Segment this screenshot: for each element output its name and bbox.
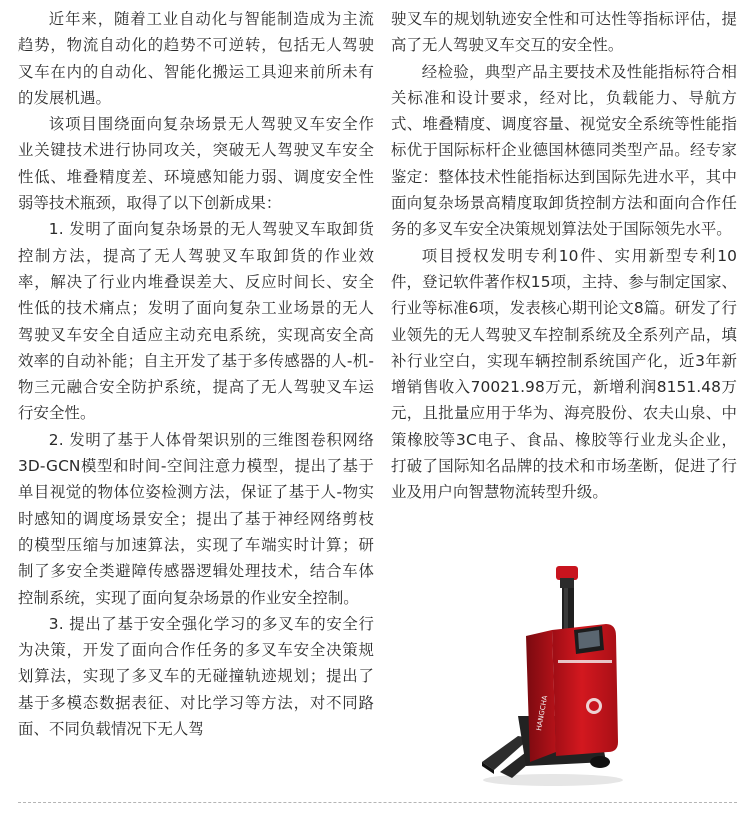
forklift-photo <box>478 566 624 788</box>
project-overview-paragraph: 该项目围绕面向复杂场景无人驾驶叉车安全作业关键技术进行协同攻关，突破无人驾驶叉车安全性低、堆叠精度差、环境感知能力弱、调度安全性弱等技术瓶颈，取得了以下创新成果： <box>18 115 374 213</box>
autonomous-forklift-illustration <box>478 566 624 788</box>
intro-paragraph: 近年来，随着工业自动化与智能制造成为主流趋势，物流自动化的趋势不可逆转，包括无人驾驶叉车在内的自动化、智能化搬运工具迎来前所未有的发展机遇。 <box>18 10 374 107</box>
achievement-3-continued: 驶叉车的规划轨迹安全性和可达性等指标评估，提高了无人驾驶叉车交互的安全性。 <box>391 10 737 55</box>
achievement-1-paragraph: 1. 发明了面向复杂场景的无人驾驶叉车取卸货控制方法，提高了无人驾驶叉车取卸货的作业效率，解决了行业内堆叠误差大、反应时间长、安全性低的技术痛点；发明了面向复杂工业场景的无人驾驶叉车安全自适应主动充电系统，实现高安全高效率的自动补能；自主开发了基于多传感器的人-机-物三元融合安全防护系统，提高了无人驾驶叉车运行安全性。 <box>18 220 374 423</box>
article-left-column <box>18 6 374 742</box>
brand-lettering: HANGCHA <box>535 694 550 732</box>
outcomes-paragraph: 项目授权发明专利10件、实用新型专利10件，登记软件著作权15项，主持、参与制定国家、行业等标准6项，发表核心期刊论文8篇。研发了行业领先的无人驾驶叉车控制系统及全系列产品，填补行业空白，实现车辆控制系统国产化，近3年新增销售收入70021.98万元，新增利润8151.48万元，且批量应用于华为、海亮股份、农夫山泉、中策橡胶等3C电子、食品、橡胶等行业龙头企业，打破了国际知名品牌的技术和市场垄断，促进了行业及用户向智慧物流转型升级。 <box>391 246 737 502</box>
evaluation-paragraph: 经检验，典型产品主要技术及性能指标符合相关标准和设计要求，经对比，负载能力、导航方式、堆叠精度、调度容量、视觉安全系统等性能指标优于国际标杆企业德国林德同类型产品。经专家鉴定：整体技术性能指标达到国际先进水平，其中面向复杂场景高精度取卸货控制方法和面向合作任务的多叉车安全决策规划算法处于国际领先水平。 <box>391 62 737 239</box>
article-right-column <box>391 6 737 506</box>
page-bottom-divider <box>18 802 737 803</box>
achievement-2-paragraph: 2. 发明了基于人体骨架识别的三维图卷积网络3D-GCN模型和时间-空间注意力模型，提出了基于单目视觉的物体位姿检测方法，保证了基于人-物实时感知的调度场景安全；提出了基于神经网络剪枝的模型压缩与加速算法，实现了车端实时计算；研制了多安全类避障传感器逻辑处理技术，结合车体控制系统，实现了面向复杂场景的作业安全控制。 <box>18 430 374 607</box>
achievement-3-paragraph: 3. 提出了基于安全强化学习的多叉车的安全行为决策，开发了面向合作任务的多叉车安全决策规划算法，实现了多叉车的无碰撞轨迹规划；提出了基于多模态数据表征、对比学习等方法，对不同路面、不同负载情况下无人驾 <box>18 614 374 739</box>
